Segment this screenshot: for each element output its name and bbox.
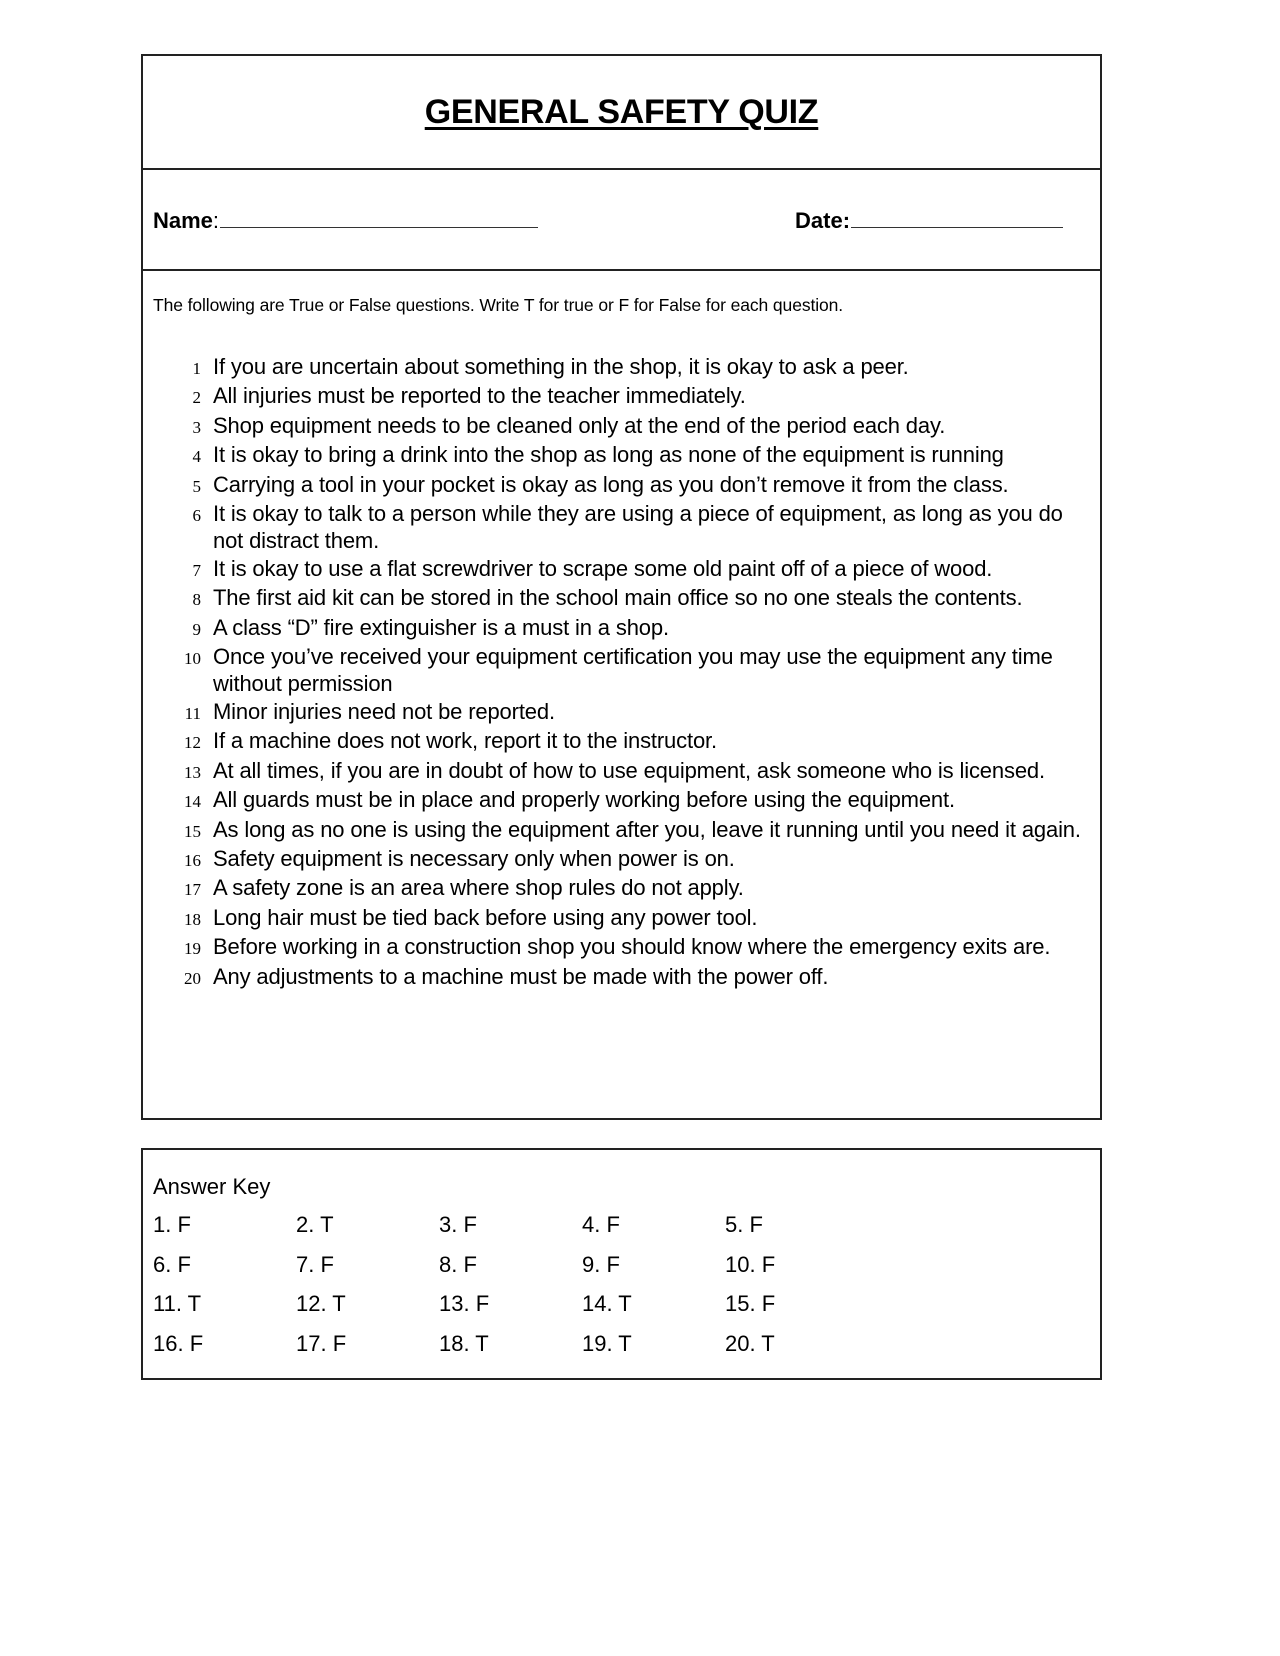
question-text: The first aid kit can be stored in the school main office so no one steals the contents. (213, 585, 1023, 611)
answer-key-title: Answer Key (153, 1174, 271, 1199)
question-number: 15 (184, 821, 201, 841)
question-number: 20 (184, 968, 201, 988)
question-number: 10 (184, 649, 201, 669)
question-text: If you are uncertain about something in the shop, it is okay to ask a peer. (213, 354, 909, 379)
question-text: All injuries must be reported to the teacher immediately. (213, 383, 746, 409)
answer-item: 12. T (296, 1291, 346, 1316)
question-item (143, 963, 1104, 992)
title-row (143, 56, 1100, 170)
question-number: 8 (192, 590, 201, 610)
question-number: 2 (192, 388, 201, 408)
question-item (143, 727, 1104, 756)
instructions: The following are True or False questions. Write T for true or F for False for each question. (153, 295, 844, 315)
question-text: Before working in a construction shop you should know where the emergency exits are. (213, 934, 1051, 960)
question-list (143, 353, 1104, 992)
answer-item: 5. F (725, 1212, 763, 1237)
answer-item: 14. T (582, 1291, 632, 1316)
question-item (143, 698, 1104, 727)
answer-item: 10. F (725, 1251, 776, 1277)
answer-item: 11. T (153, 1291, 202, 1316)
question-number: 9 (192, 619, 201, 639)
answer-key-box (141, 1148, 1102, 1380)
quiz-box (141, 54, 1102, 1120)
question-text: As long as no one is using the equipment after you, leave it running until you need it again. (213, 816, 1081, 842)
question-item (143, 757, 1104, 786)
question-text: A safety zone is an area where shop rules do not apply. (213, 875, 744, 901)
question-item (143, 555, 1104, 584)
question-text: If a machine does not work, report it to the instructor. (213, 728, 717, 754)
question-number: 6 (192, 506, 201, 526)
date-colon: : (842, 208, 851, 233)
name-field (153, 208, 538, 234)
answer-item: 17. F (296, 1330, 347, 1356)
question-item (143, 353, 1104, 382)
question-text: It is okay to use a flat screwdriver to scrape some old paint off of a piece of wood. (213, 555, 993, 581)
question-text: Carrying a tool in your pocket is okay as long as you don’t remove it from the class. (213, 471, 1009, 497)
name-colon: : (212, 208, 220, 233)
question-text: Minor injuries need not be reported. (213, 698, 555, 724)
date-field (795, 208, 1063, 234)
question-item (143, 904, 1104, 933)
question-item (143, 412, 1104, 441)
question-item (143, 500, 1104, 555)
answer-item: 2. T (296, 1212, 334, 1237)
question-item (143, 786, 1104, 815)
answer-item: 9. F (582, 1251, 620, 1277)
name-blank-line[interactable] (220, 209, 538, 228)
question-number: 14 (184, 792, 201, 812)
question-text: Long hair must be tied back before using any power tool. (213, 904, 758, 930)
answer-item: 20. T (725, 1330, 775, 1356)
question-number: 11 (184, 703, 201, 723)
question-number: 4 (192, 447, 201, 467)
question-item (143, 441, 1104, 470)
page-title: GENERAL SAFETY QUIZ (424, 92, 819, 131)
question-text: It is okay to talk to a person while they are using a piece of equipment, as long as you do not distract them. (213, 501, 1063, 554)
question-number: 17 (184, 880, 201, 900)
question-number: 16 (184, 850, 201, 870)
question-item (143, 845, 1104, 874)
answer-item: 6. F (153, 1251, 191, 1277)
answer-item: 4. F (582, 1212, 620, 1237)
question-number: 18 (184, 909, 201, 929)
answer-item: 1. F (153, 1212, 191, 1237)
question-number: 12 (184, 733, 201, 753)
question-text: Once you’ve received your equipment certification you may use the equipment any time without permission (213, 644, 1053, 697)
answer-item: 19. T (582, 1330, 632, 1356)
question-number: 1 (192, 359, 201, 378)
question-text: All guards must be in place and properly working before using the equipment. (213, 787, 955, 813)
question-number: 19 (184, 939, 201, 959)
question-number: 13 (184, 762, 201, 782)
question-item (143, 471, 1104, 500)
question-text: It is okay to bring a drink into the shop as long as none of the equipment is running (213, 442, 1004, 468)
answer-item: 7. F (296, 1251, 334, 1277)
answer-item: 15. F (725, 1291, 776, 1316)
question-item (143, 816, 1104, 845)
question-number: 3 (192, 417, 201, 437)
answer-item: 18. T (439, 1330, 489, 1356)
question-item (143, 584, 1104, 613)
question-text: Safety equipment is necessary only when power is on. (213, 845, 735, 871)
answer-item: 8. F (439, 1251, 477, 1277)
question-number: 5 (192, 476, 201, 496)
question-number: 7 (192, 560, 201, 580)
question-text: Any adjustments to a machine must be made with the power off. (213, 963, 829, 989)
answer-item: 13. F (439, 1291, 490, 1316)
answer-item: 3. F (439, 1212, 477, 1237)
name-label: Name (153, 208, 213, 233)
date-label: Date (795, 208, 843, 233)
question-item (143, 643, 1104, 698)
answer-key-grid (153, 1212, 868, 1370)
question-text: A class “D” fire extinguisher is a must in a shop. (213, 614, 669, 640)
question-text: Shop equipment needs to be cleaned only at the end of the period each day. (213, 412, 946, 438)
date-blank-line[interactable] (851, 209, 1063, 228)
question-item (143, 382, 1104, 411)
question-text: At all times, if you are in doubt of how to use equipment, ask someone who is licensed. (213, 757, 1045, 783)
name-date-row (143, 170, 1100, 271)
answer-item: 16. F (153, 1330, 204, 1356)
question-item (143, 874, 1104, 903)
question-item (143, 933, 1104, 962)
question-item (143, 614, 1104, 643)
